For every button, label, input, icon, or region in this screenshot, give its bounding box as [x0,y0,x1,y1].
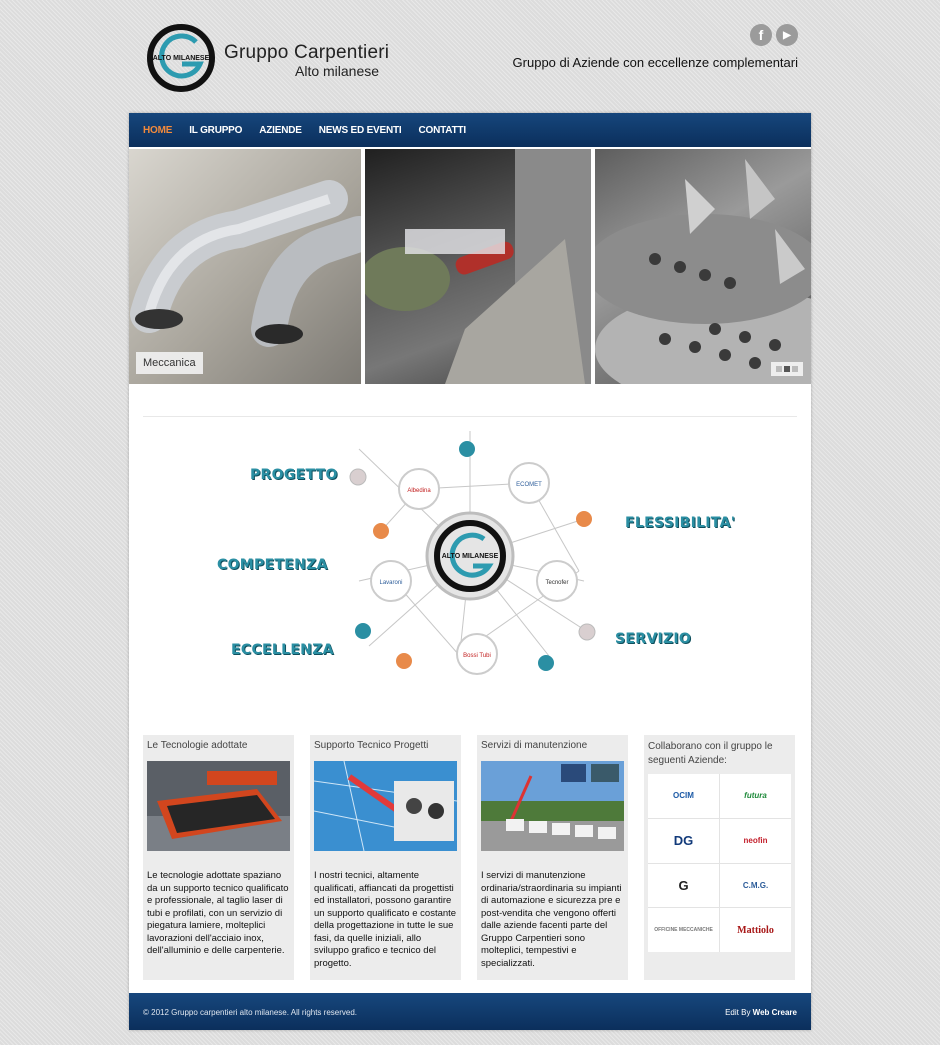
partner-logo-futura[interactable]: futura [720,774,791,818]
tagline: Gruppo di Aziende con eccellenze complementari [512,55,798,70]
nav-contatti[interactable]: CONTATTI [418,124,466,136]
credit-link[interactable]: Web Creare [752,1008,797,1017]
nav-aziende[interactable]: AZIENDE [259,124,302,136]
box-title: Collaborano con il gruppo le seguenti Aziende: [648,741,773,766]
partner-logos [648,774,791,952]
partner-logo-dg[interactable]: DG [648,819,719,863]
laser-machine-image [147,761,290,851]
main-container [129,113,811,1030]
slide-image-welding [365,149,591,384]
box-title[interactable]: Supporto Tecnico Progetti [314,740,429,751]
slider-dot[interactable] [776,366,782,372]
node-bossi: Bossi Tubi [463,653,491,659]
slide-caption: Meccanica [136,352,203,374]
partner-logo-g[interactable]: G [648,864,719,908]
slide-image-plates [595,149,811,384]
credit-prefix: Edit By [725,1008,753,1017]
box-title[interactable]: Servizi di manutenzione [481,740,588,751]
slide-image-pipes [129,149,361,384]
box-tecnologie [143,735,294,980]
box-text: I servizi di manutenzione ordinaria/straordinaria su impianti di automazione e sicurezza pre e post-vendita che vengono offerti dalle aziende facenti parte del Gruppo Carpentieri sono molteplici, tempestivi e specializzati. [481,870,622,969]
word-progetto: PROGETTO [250,467,338,483]
nav-news-eventi[interactable]: NEWS ED EVENTI [318,124,402,136]
service-vans-image [481,761,624,851]
word-competenza: COMPETENZA [217,557,328,573]
partner-logo-neofin[interactable]: neofin [720,819,791,863]
partner-logo-cmg[interactable]: C.M.G. [720,864,791,908]
box-partners [644,735,795,980]
logo-text: ALTO MILANESE [152,55,210,62]
main-nav [129,113,811,147]
image-slider[interactable] [129,149,811,384]
partner-logo-officine[interactable]: OFFICINE MECCANICHE [648,908,719,952]
blueprint-image [314,761,457,851]
partner-logo-ocim[interactable]: OCIM [648,774,719,818]
word-eccellenza: ECCELLENZA [231,642,334,658]
youtube-icon[interactable]: ▶ [776,24,798,46]
slider-dot[interactable] [784,366,790,372]
box-manutenzione [477,735,628,980]
word-servizio: SERVIZIO [615,631,692,647]
center-logo-text: ALTO MILANESE [441,553,499,560]
partner-logo-mattiolo[interactable]: Mattiolo [720,908,791,952]
node-albedina: Albedina [407,488,431,494]
box-supporto [310,735,461,980]
brand-subtitle: Alto milanese [295,63,380,79]
node-ecomet: ECOMET [516,482,542,488]
group-logo[interactable] [146,24,216,92]
word-flessibilita: FLESSIBILITA' [625,515,736,531]
slider-pager[interactable] [771,362,803,376]
copyright: © 2012 Gruppo carpentieri alto milanese. All rights reserved. [143,1008,358,1017]
box-title[interactable]: Le Tecnologie adottate [147,740,248,751]
footer [129,993,811,1030]
credit [725,1008,797,1017]
slider-dot[interactable] [792,366,798,372]
node-tecnofer: Tecnofer [545,580,569,586]
brand-name: Gruppo Carpentieri [224,42,390,63]
group-diagram [129,411,811,701]
facebook-icon[interactable]: f [750,24,772,46]
box-text: Le tecnologie adottate spaziano da un supporto tecnico qualificato e professionale, al taglio laser di tubi e profilati, con un servizio di piegatura lamiere, molteplici lavorazioni dell'acciaio inox, dell'alluminio e delle carpenterie. [147,870,289,956]
nav-home[interactable]: HOME [143,124,173,136]
nav-il-gruppo[interactable]: IL GRUPPO [189,124,243,136]
node-lavaroni: Lavaroni [379,580,403,586]
box-text: I nostri tecnici, altamente qualificati, affiancati da progettisti ed installatori, possono garantire un supporto qualificato e costante della progettazione in tutte le sue fasi, da quelle iniziali, allo sviluppo grafico e tecnico del progetto. [314,870,457,969]
